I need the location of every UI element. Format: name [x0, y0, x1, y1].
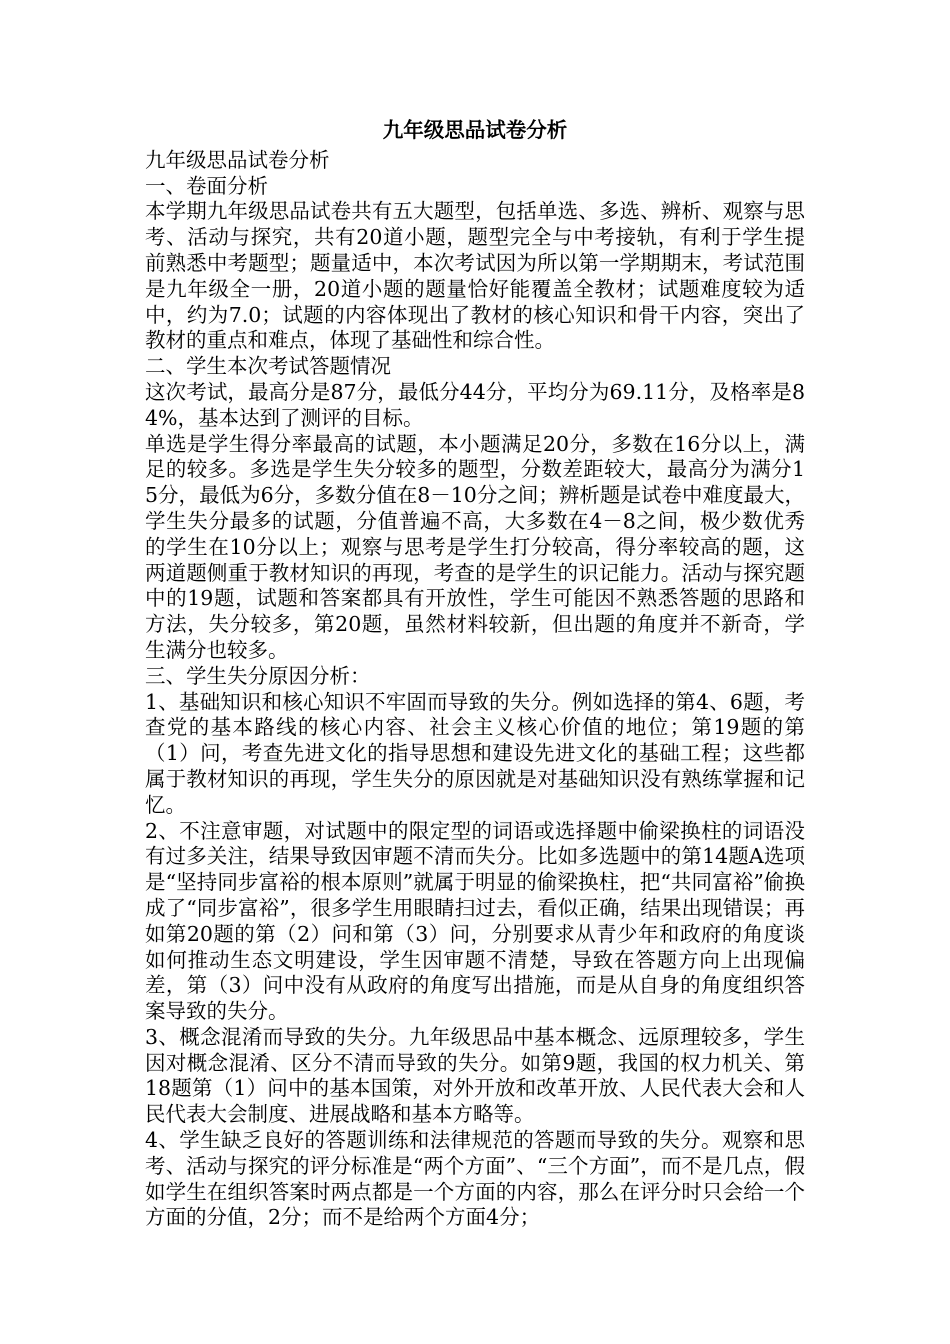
paragraph-score-summary: 这次考试，最高分是87分，最低分44分，平均分为69.11分，及格率是84%，基本达到了测评的目标。: [145, 379, 805, 430]
paragraph-reason-2: 2、不注意审题，对试题中的限定型的词语或选择题中偷梁换柱的词语没有过多关注，结果导致因审题不清而失分。比如多选题中的第14题A选项是“坚持同步富裕的根本原则”就属于明显的偷梁换柱，把“共同富裕”偷换成了“同步富裕”，很多学生用眼睛扫过去，看似正确，结果出现错误；再如第20题的第（2）问和第（3）问，分别要求从青少年和政府的角度谈如何推动生态文明建设，学生因审题不清楚，导致在答题方向上出现偏差，第（3）问中没有从政府的角度写出措施，而是从自身的角度组织答案导致的失分。: [145, 818, 805, 1024]
paragraph-reason-1: 1、基础知识和核心知识不牢固而导致的失分。例如选择的第4、6题，考查党的基本路线的核心内容、社会主义核心价值的地位；第19题的第（1）问，考查先进文化的指导思想和建设先进文化的基础工程；这些都属于教材知识的再现，学生失分的原因就是对基础知识没有熟练掌握和记忆。: [145, 689, 805, 817]
subtitle-line: 九年级思品试卷分析: [145, 147, 330, 172]
paragraph-reason-4: 4、学生缺乏良好的答题训练和法律规范的答题而导致的失分。观察和思考、活动与探究的评分标准是“两个方面”、“三个方面”，而不是几点，假如学生在组织答案时两点都是一个方面的内容，那么在评分时只会给一个方面的分值，2分；而不是给两个方面4分；: [145, 1128, 805, 1230]
section-heading-1: 一、卷面分析: [145, 173, 268, 198]
paragraph-reason-3: 3、概念混淆而导致的失分。九年级思品中基本概念、远原理较多，学生因对概念混淆、区分不清而导致的失分。如第9题，我国的权力机关、第18题第（1）问中的基本国策，对外开放和改革开放、人民代表大会和人民代表大会制度、进展战略和基本方略等。: [145, 1024, 805, 1127]
paragraph-question-performance: 单选是学生得分率最高的试题，本小题满足20分，多数在16分以上，满足的较多。多选是学生失分较多的题型，分数差距较大，最高分为满分15分，最低为6分，多数分值在8－10分之间；辨析题是试卷中难度最大，学生失分最多的试题，分值普遍不高，大多数在4－8之间，极少数优秀的学生在10分以上；观察与思考是学生打分较高，得分率较高的题，这两道题侧重于教材知识的再现，考查的是学生的识记能力。活动与探究题中的19题，试题和答案都具有开放性，学生可能因不熟悉答题的思路和方法，失分较多，第20题，虽然材料较新，但出题的角度并不新奇，学生满分也较多。: [145, 431, 805, 662]
paragraph-paper-overview: 本学期九年级思品试卷共有五大题型，包括单选、多选、辨析、观察与思考、活动与探究，共有20道小题，题型完全与中考接轨，有利于学生提前熟悉中考题型；题量适中，本次考试因为所以第一学期期末，考试范围是九年级全一册，20道小题的题量恰好能覆盖全教材；试题难度较为适中，约为7.0；试题的内容体现出了教材的核心知识和骨干内容，突出了教材的重点和难点，体现了基础性和综合性。: [145, 199, 805, 353]
section-heading-2: 二、学生本次考试答题情况: [145, 354, 391, 379]
document-title: 九年级思品试卷分析: [382, 118, 568, 142]
section-heading-3: 三、学生失分原因分析：: [145, 663, 371, 688]
document-page: [145, 118, 805, 1231]
